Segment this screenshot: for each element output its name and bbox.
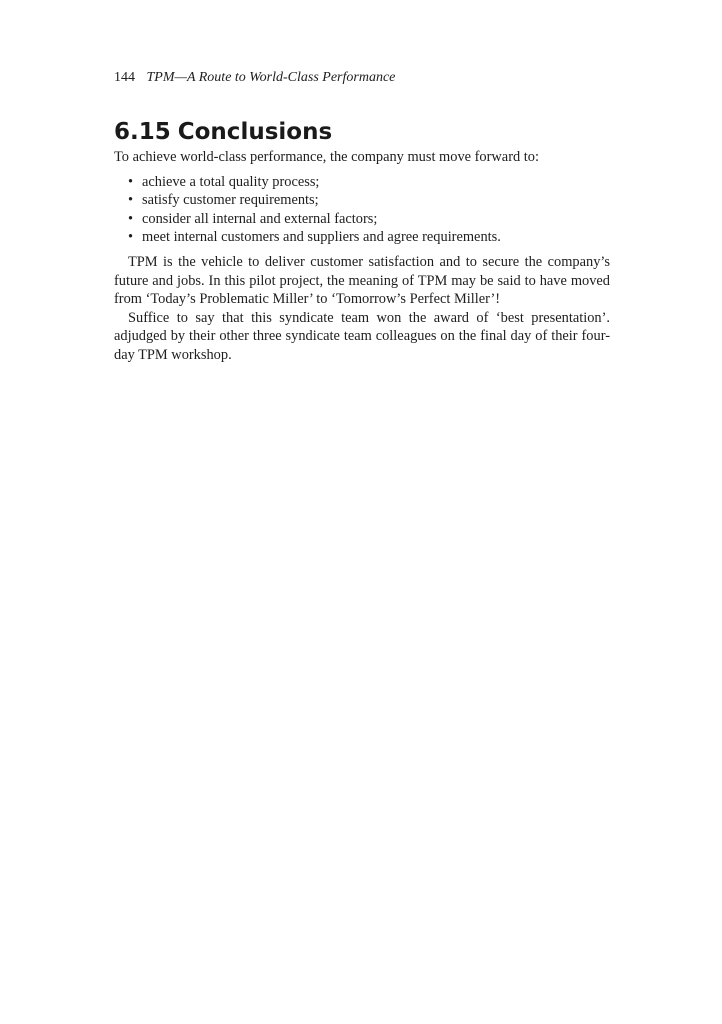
bullet-icon: • [128, 173, 134, 190]
body-paragraph: Suffice to say that this syndicate team won the award of ‘best presentation’. adjudged by their other three syndicate team colleagues on the final day of their four-day TPM workshop. [114, 309, 610, 363]
section-title: Conclusions [177, 119, 333, 145]
bullet-icon: • [128, 229, 134, 246]
running-header [114, 68, 610, 88]
bullet-icon: • [128, 192, 134, 209]
bullet-text: achieve a total quality process; [142, 173, 320, 190]
bullet-item [128, 228, 610, 247]
intro-paragraph: To achieve world-class performance, the company must move forward to: [114, 149, 539, 165]
bullet-text: meet internal customers and suppliers and agree requirements. [142, 229, 501, 246]
bullet-list [114, 173, 610, 247]
bullet-item [128, 210, 610, 229]
bullet-text: consider all internal and external factors; [142, 210, 378, 227]
section-number: 6.15 [114, 119, 171, 145]
bullet-item [128, 173, 610, 192]
section-heading [114, 118, 610, 146]
bullet-icon: • [128, 210, 134, 227]
page-number: 144 [114, 70, 135, 85]
bullet-text: satisfy customer requirements; [142, 192, 319, 209]
bullet-item [128, 191, 610, 210]
page-content [114, 68, 610, 365]
body-paragraph: TPM is the vehicle to deliver customer satisfaction and to secure the company’s future and jobs. In this pilot project, the meaning of TPM may be said to have moved from ‘Today’s Problematic Miller’ to ‘Tomorrow’s Perfect Miller’! [114, 253, 610, 308]
running-title: TPM—A Route to World-Class Performance [146, 70, 396, 85]
